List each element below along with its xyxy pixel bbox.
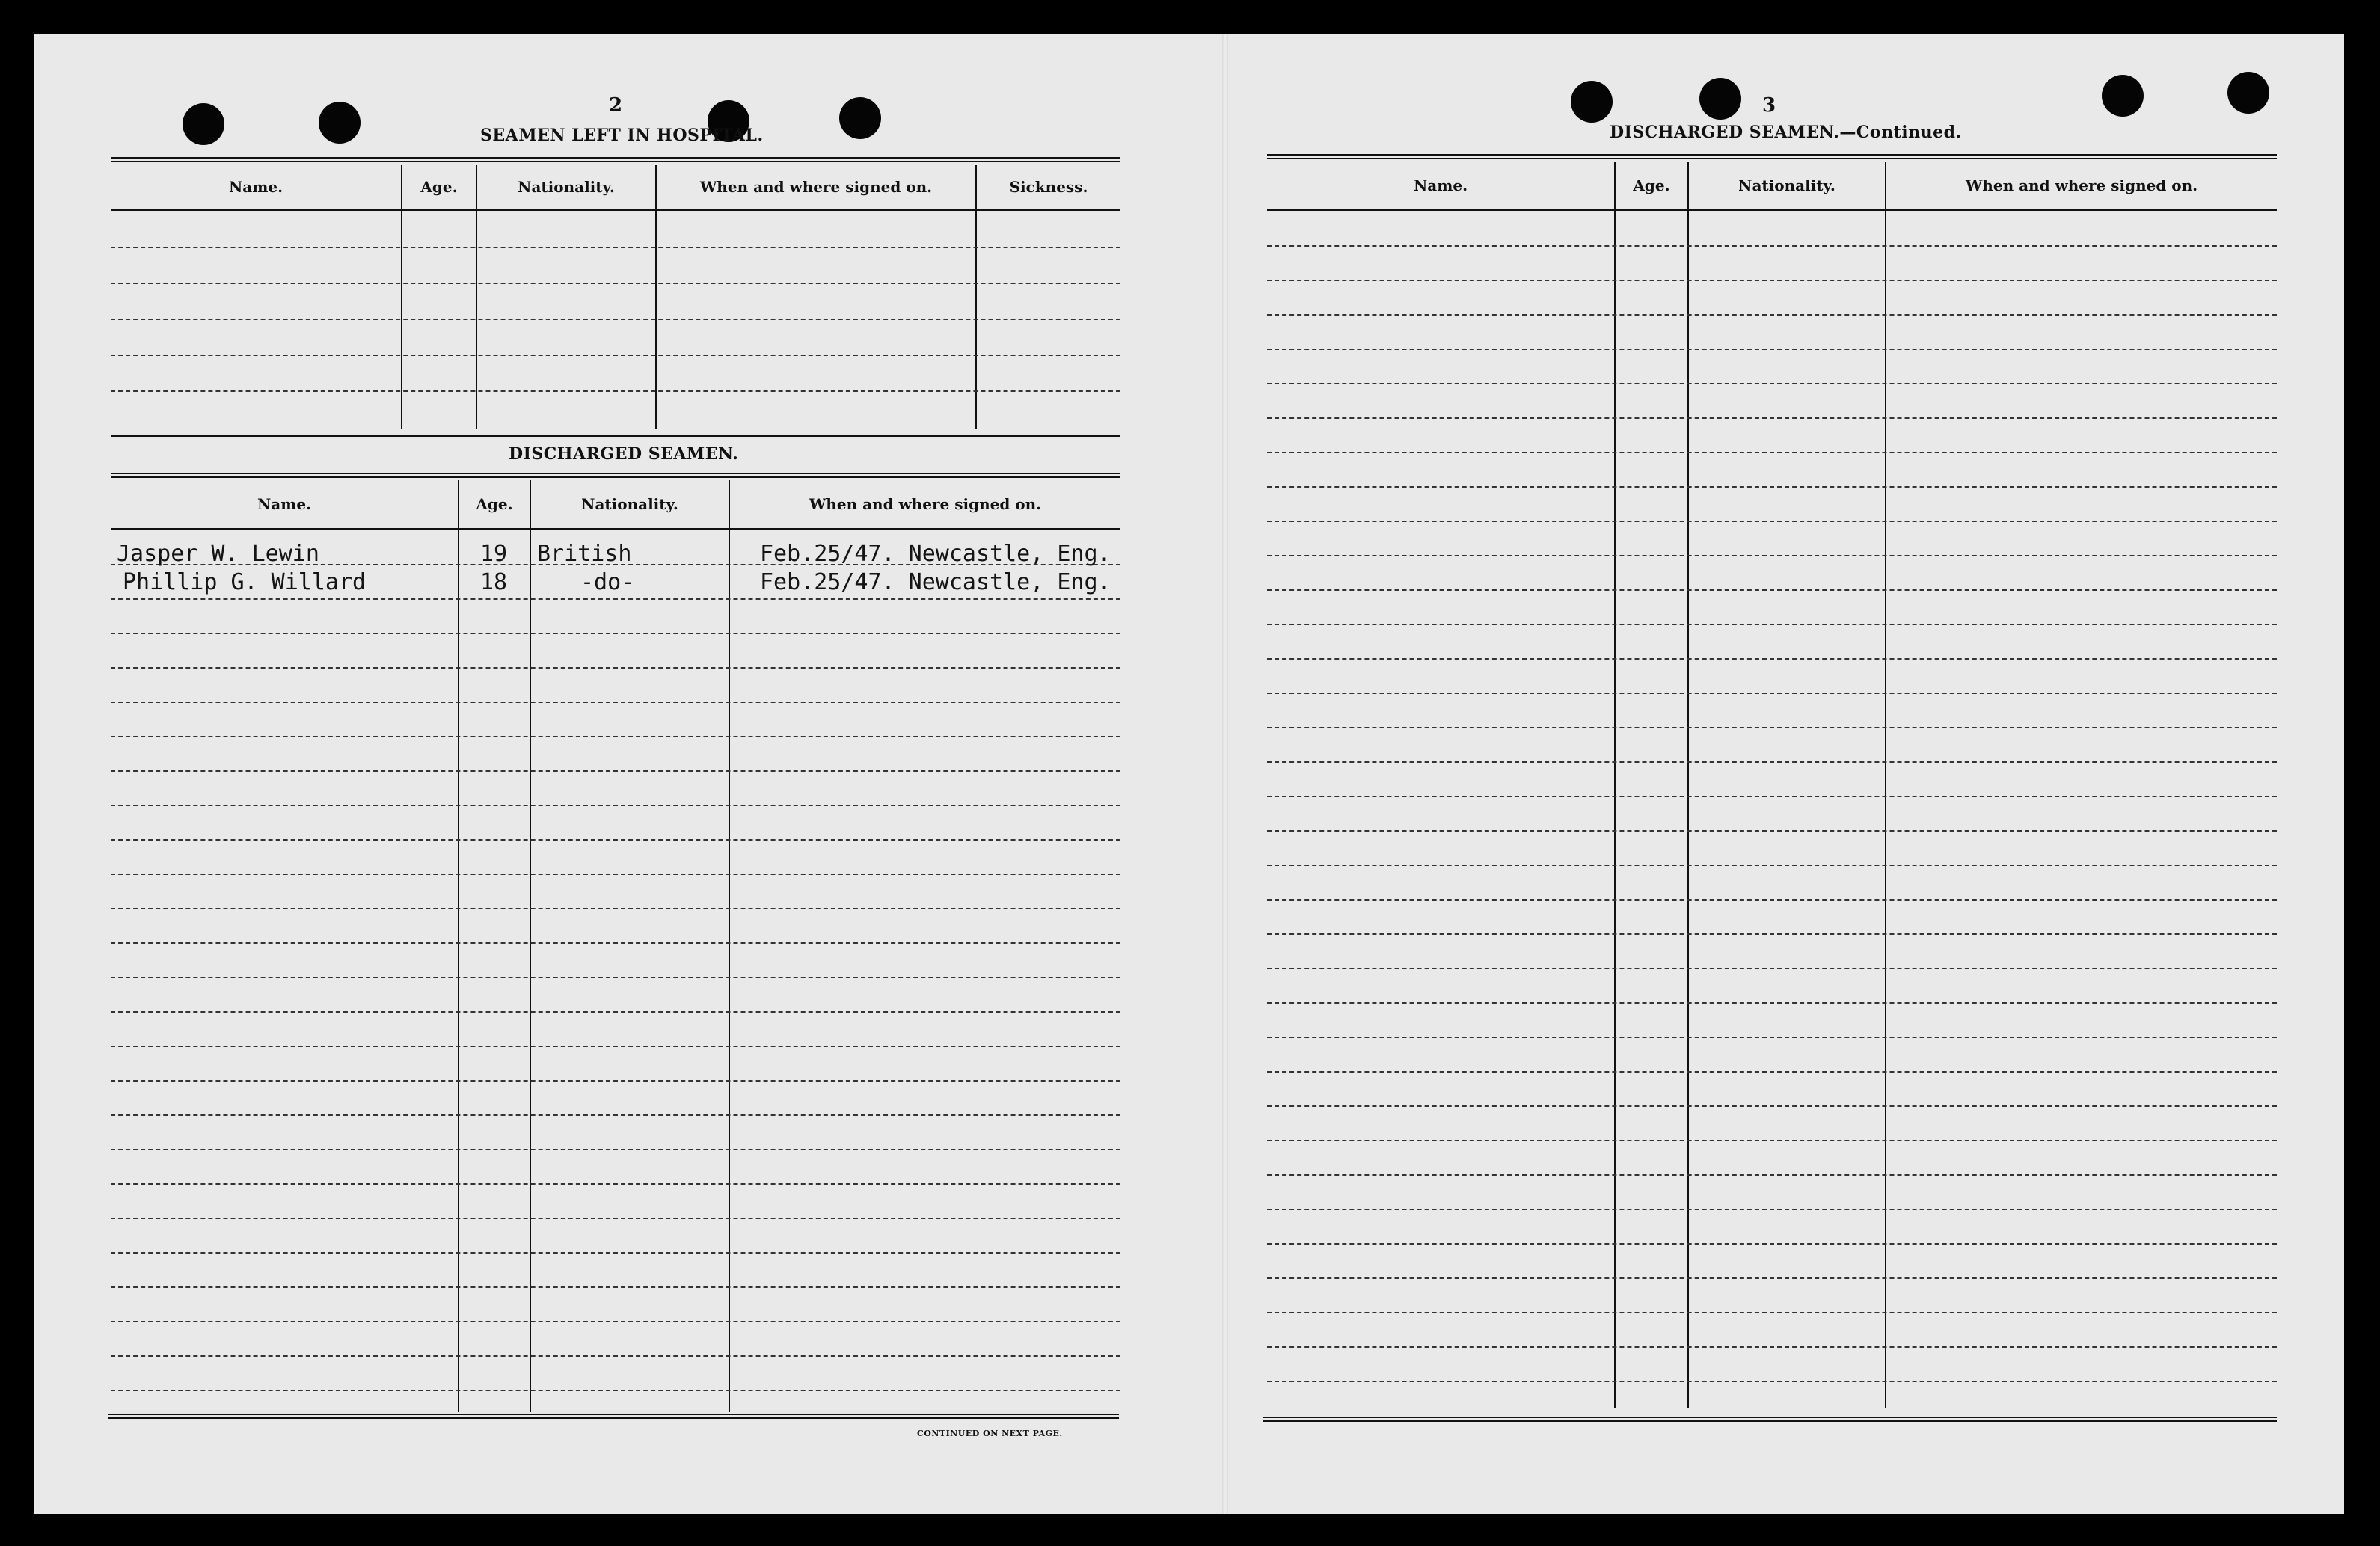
table-row <box>1267 658 2277 660</box>
table-row <box>111 1321 1120 1322</box>
table-row <box>1267 968 2277 969</box>
discharged-section-title: DISCHARGED SEAMEN. <box>509 444 739 464</box>
hospital-table-header <box>111 165 1120 211</box>
punch-hole <box>183 103 224 145</box>
table-row <box>111 702 1120 703</box>
table-row <box>1267 761 2277 763</box>
col-header-signed-on: When and where signed on. <box>809 495 1042 513</box>
table-row <box>1267 693 2277 694</box>
page-number-right: 3 <box>1762 94 1776 117</box>
table-row <box>1267 1381 2277 1382</box>
table-row <box>111 977 1120 978</box>
col-header-signed-on: When and where signed on. <box>657 165 977 209</box>
table-row <box>1267 1277 2277 1279</box>
col-header-age: Age. <box>459 480 531 528</box>
table-row <box>1267 486 2277 488</box>
table-row <box>111 874 1120 875</box>
right-table-header <box>1267 162 2277 211</box>
page-number-left: 2 <box>609 94 623 117</box>
punch-hole <box>319 102 361 144</box>
column-divider <box>476 211 477 429</box>
col-header-name: Name. <box>111 165 402 209</box>
table-row <box>111 355 1120 356</box>
col-header-signed-on: When and where signed on. <box>1965 177 2198 194</box>
table-row <box>1267 727 2277 728</box>
table-row <box>111 667 1120 669</box>
table-row <box>1267 555 2277 556</box>
col-header-nationality: Nationality. <box>531 480 730 528</box>
table-row <box>111 1149 1120 1150</box>
col-header-age: Age. <box>1616 162 1689 209</box>
table-row <box>1267 933 2277 935</box>
table-row <box>111 1183 1120 1185</box>
table-row <box>1267 899 2277 901</box>
table-row <box>1267 1209 2277 1210</box>
table-row <box>111 633 1120 634</box>
col-header-nationality: Nationality. <box>1689 162 1886 209</box>
column-divider <box>401 211 402 429</box>
punch-hole <box>2102 75 2144 117</box>
table-row <box>1267 624 2277 625</box>
table-row <box>1267 1312 2277 1313</box>
hospital-bottom-rule <box>111 435 1120 437</box>
column-divider <box>729 530 730 1412</box>
punch-hole <box>839 97 881 139</box>
seaman-nationality: British <box>537 541 632 567</box>
col-header-name: Name. <box>111 480 459 528</box>
table-row <box>111 283 1120 284</box>
seaman-name: Jasper W. Lewin <box>117 541 319 567</box>
table-row <box>1267 1346 2277 1348</box>
table-row <box>1267 1105 2277 1107</box>
column-divider <box>1885 211 1886 1408</box>
table-row <box>111 1080 1120 1082</box>
table-row <box>1267 865 2277 866</box>
table-row <box>1267 1140 2277 1141</box>
table-row <box>111 942 1120 944</box>
table-row <box>111 598 1120 600</box>
right-top-rule <box>1267 154 2277 159</box>
seaman-age: 19 <box>480 541 508 567</box>
column-divider <box>458 530 459 1412</box>
column-divider <box>1614 211 1616 1408</box>
seaman-age: 18 <box>480 569 508 595</box>
table-row <box>1267 349 2277 350</box>
seaman-nationality: -do- <box>580 569 635 595</box>
table-row <box>1267 383 2277 384</box>
seaman-signed-on: Feb.25/47. Newcastle, Eng. <box>760 569 1111 595</box>
table-row <box>1267 1174 2277 1176</box>
hospital-section-title: SEAMEN LEFT IN HOSPITAL. <box>480 126 764 145</box>
table-row <box>111 1114 1120 1116</box>
table-row <box>1267 1243 2277 1245</box>
col-header-age: Age. <box>402 165 477 209</box>
seaman-signed-on: Feb.25/47. Newcastle, Eng. <box>760 541 1111 567</box>
table-row <box>111 1046 1120 1047</box>
table-row <box>111 1252 1120 1254</box>
table-row <box>1267 830 2277 832</box>
table-row <box>111 1390 1120 1391</box>
col-header-name: Name. <box>1267 162 1616 209</box>
table-row <box>111 736 1120 737</box>
hospital-top-rule <box>111 157 1120 162</box>
table-row <box>1267 314 2277 316</box>
page-fold <box>1222 34 1228 1514</box>
continued-note: CONTINUED ON NEXT PAGE. <box>917 1429 1063 1438</box>
discharged-table-body <box>111 530 1120 1412</box>
table-row <box>1267 280 2277 281</box>
column-divider <box>655 211 657 429</box>
table-row <box>111 908 1120 909</box>
discharged-table-header <box>111 480 1120 530</box>
table-row <box>1267 796 2277 797</box>
table-row <box>1267 1002 2277 1004</box>
document-sheet <box>34 34 2344 1514</box>
table-row <box>111 390 1120 392</box>
table-row <box>1267 1071 2277 1073</box>
table-row <box>1267 417 2277 419</box>
seaman-name: Phillip G. Willard <box>123 569 366 595</box>
discharged-continued-title: DISCHARGED SEAMEN.—Continued. <box>1610 123 1962 142</box>
punch-hole <box>1699 78 1741 120</box>
column-divider <box>975 211 977 429</box>
table-row <box>111 1218 1120 1219</box>
table-row <box>1267 521 2277 522</box>
table-row <box>111 319 1120 320</box>
table-row <box>111 247 1120 248</box>
column-divider <box>530 530 531 1412</box>
column-divider <box>1687 211 1689 1408</box>
table-row <box>111 805 1120 806</box>
table-row <box>111 1286 1120 1288</box>
punch-hole <box>2227 72 2269 114</box>
table-row <box>1267 589 2277 591</box>
table-row <box>1267 1037 2277 1038</box>
table-row <box>111 1011 1120 1013</box>
table-row <box>1267 452 2277 453</box>
hospital-table-body <box>111 211 1120 429</box>
punch-hole <box>1571 81 1613 123</box>
col-header-nationality: Nationality. <box>477 165 657 209</box>
table-row <box>111 839 1120 841</box>
table-row <box>1267 245 2277 247</box>
right-bottom-rule <box>1263 1417 2277 1422</box>
discharged-bottom-rule <box>108 1414 1119 1419</box>
table-row <box>111 1355 1120 1357</box>
col-header-sickness: Sickness. <box>1009 178 1088 196</box>
discharged-top-rule <box>111 473 1120 478</box>
right-table-body <box>1267 211 2277 1408</box>
table-row <box>111 770 1120 772</box>
